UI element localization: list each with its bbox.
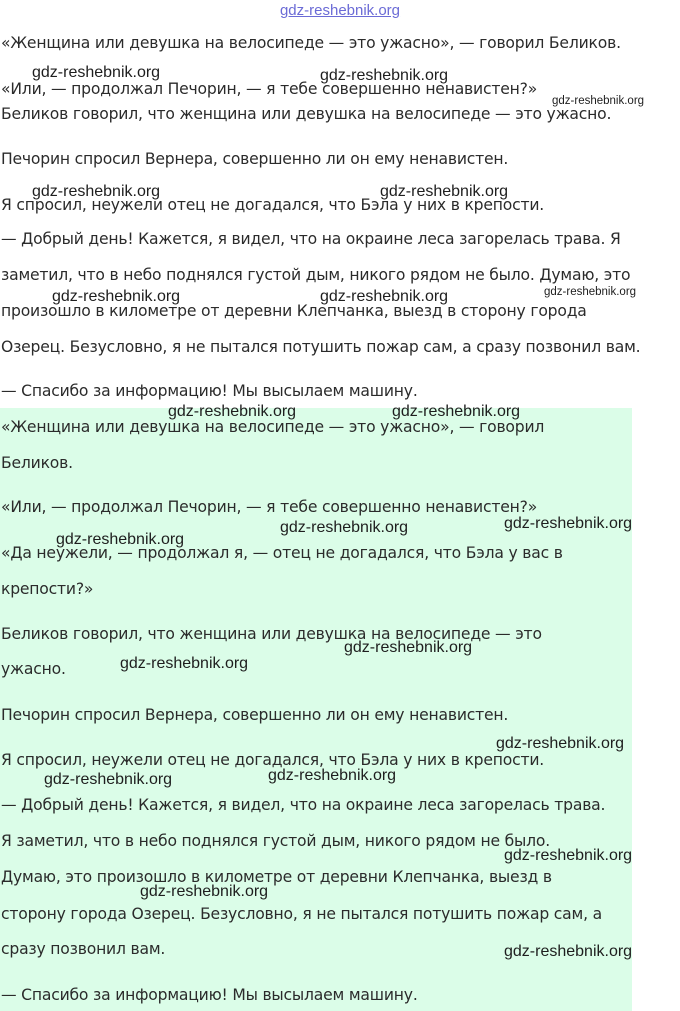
task-line: Беликов говорил, что женщина или девушка на велосипеде — это ужасно.	[1, 105, 612, 123]
watermark: gdz-reshebnik.org	[280, 519, 409, 536]
answer-line: Печорин спросил Вернера, совершенно ли он ему ненавистен.	[1, 706, 509, 724]
watermark: gdz-reshebnik.org	[504, 943, 633, 960]
task-line: «Женщина или девушка на велосипеде — это ужасно», — говорил Беликов.	[1, 34, 621, 52]
watermark: gdz-reshebnik.org	[268, 767, 397, 784]
answer-line: Беликов говорил, что женщина или девушка на велосипеде — это	[1, 625, 542, 643]
watermark: gdz-reshebnik.org	[320, 288, 449, 305]
answer-line: «Или, — продолжал Печорин, — я тебе совершенно ненавистен?»	[1, 498, 538, 516]
answer-line: ужасно.	[1, 660, 66, 678]
watermark: gdz-reshebnik.org	[392, 403, 521, 420]
watermark: gdz-reshebnik.org	[168, 403, 297, 420]
task-line: Озерец. Безусловно, я не пытался потушить пожар сам, а сразу позвонил вам.	[1, 338, 641, 356]
site-header-watermark[interactable]: gdz-reshebnik.org	[279, 2, 401, 19]
watermark: gdz-reshebnik.org	[32, 64, 161, 81]
watermark: gdz-reshebnik.org	[120, 655, 249, 672]
answer-line: Думаю, это произошло в километре от деревни Клепчанка, выезд в	[1, 868, 552, 886]
watermark: gdz-reshebnik.org	[496, 735, 625, 752]
watermark: gdz-reshebnik.org	[44, 771, 173, 788]
watermark: gdz-reshebnik.org	[380, 183, 509, 200]
answer-line: — Добрый день! Кажется, я видел, что на окраине леса загорелась трава.	[1, 796, 606, 814]
answer-line: сторону города Озерец. Безусловно, я не пытался потушить пожар сам, а	[1, 905, 602, 923]
answer-line: Я заметил, что в небо поднялся густой дым, никого рядом не было.	[1, 832, 551, 850]
watermark: gdz-reshebnik.org	[56, 531, 185, 548]
watermark: gdz-reshebnik.org	[140, 883, 269, 900]
task-line: заметил, что в небо поднялся густой дым, никого рядом не было. Думаю, это	[1, 266, 631, 284]
watermark: gdz-reshebnik.org	[544, 286, 637, 298]
answer-line: Я спросил, неужели отец не догадался, что Бэла у них в крепости.	[1, 751, 545, 769]
watermark: gdz-reshebnik.org	[52, 288, 181, 305]
answer-line: крепости?»	[1, 580, 94, 598]
answer-line: сразу позвонил вам.	[1, 940, 166, 958]
answer-line: — Спасибо за информацию! Мы высылаем машину.	[1, 986, 418, 1004]
task-line: произошло в километре от деревни Клепчанка, выезд в сторону города	[1, 302, 587, 320]
watermark: gdz-reshebnik.org	[552, 95, 645, 107]
watermark: gdz-reshebnik.org	[344, 639, 473, 656]
answer-line: Беликов.	[1, 454, 73, 472]
watermark: gdz-reshebnik.org	[32, 183, 161, 200]
watermark: gdz-reshebnik.org	[504, 847, 633, 864]
answer-line: «Да неужели, — продолжал я, — отец не догадался, что Бэла у вас в	[1, 544, 563, 562]
watermark: gdz-reshebnik.org	[504, 515, 633, 532]
task-line: Печорин спросил Вернера, совершенно ли он ему ненавистен.	[1, 150, 509, 168]
task-line: — Спасибо за информацию! Мы высылаем машину.	[1, 382, 418, 400]
watermark: gdz-reshebnik.org	[320, 67, 449, 84]
task-line: Я спросил, неужели отец не догадался, что Бэла у них в крепости.	[1, 196, 545, 214]
answer-line: «Женщина или девушка на велосипеде — это ужасно», — говорил	[1, 418, 545, 436]
task-line: — Добрый день! Кажется, я видел, что на окраине леса загорелась трава. Я	[1, 230, 621, 248]
task-line: «Или, — продолжал Печорин, — я тебе совершенно ненавистен?»	[1, 80, 538, 98]
